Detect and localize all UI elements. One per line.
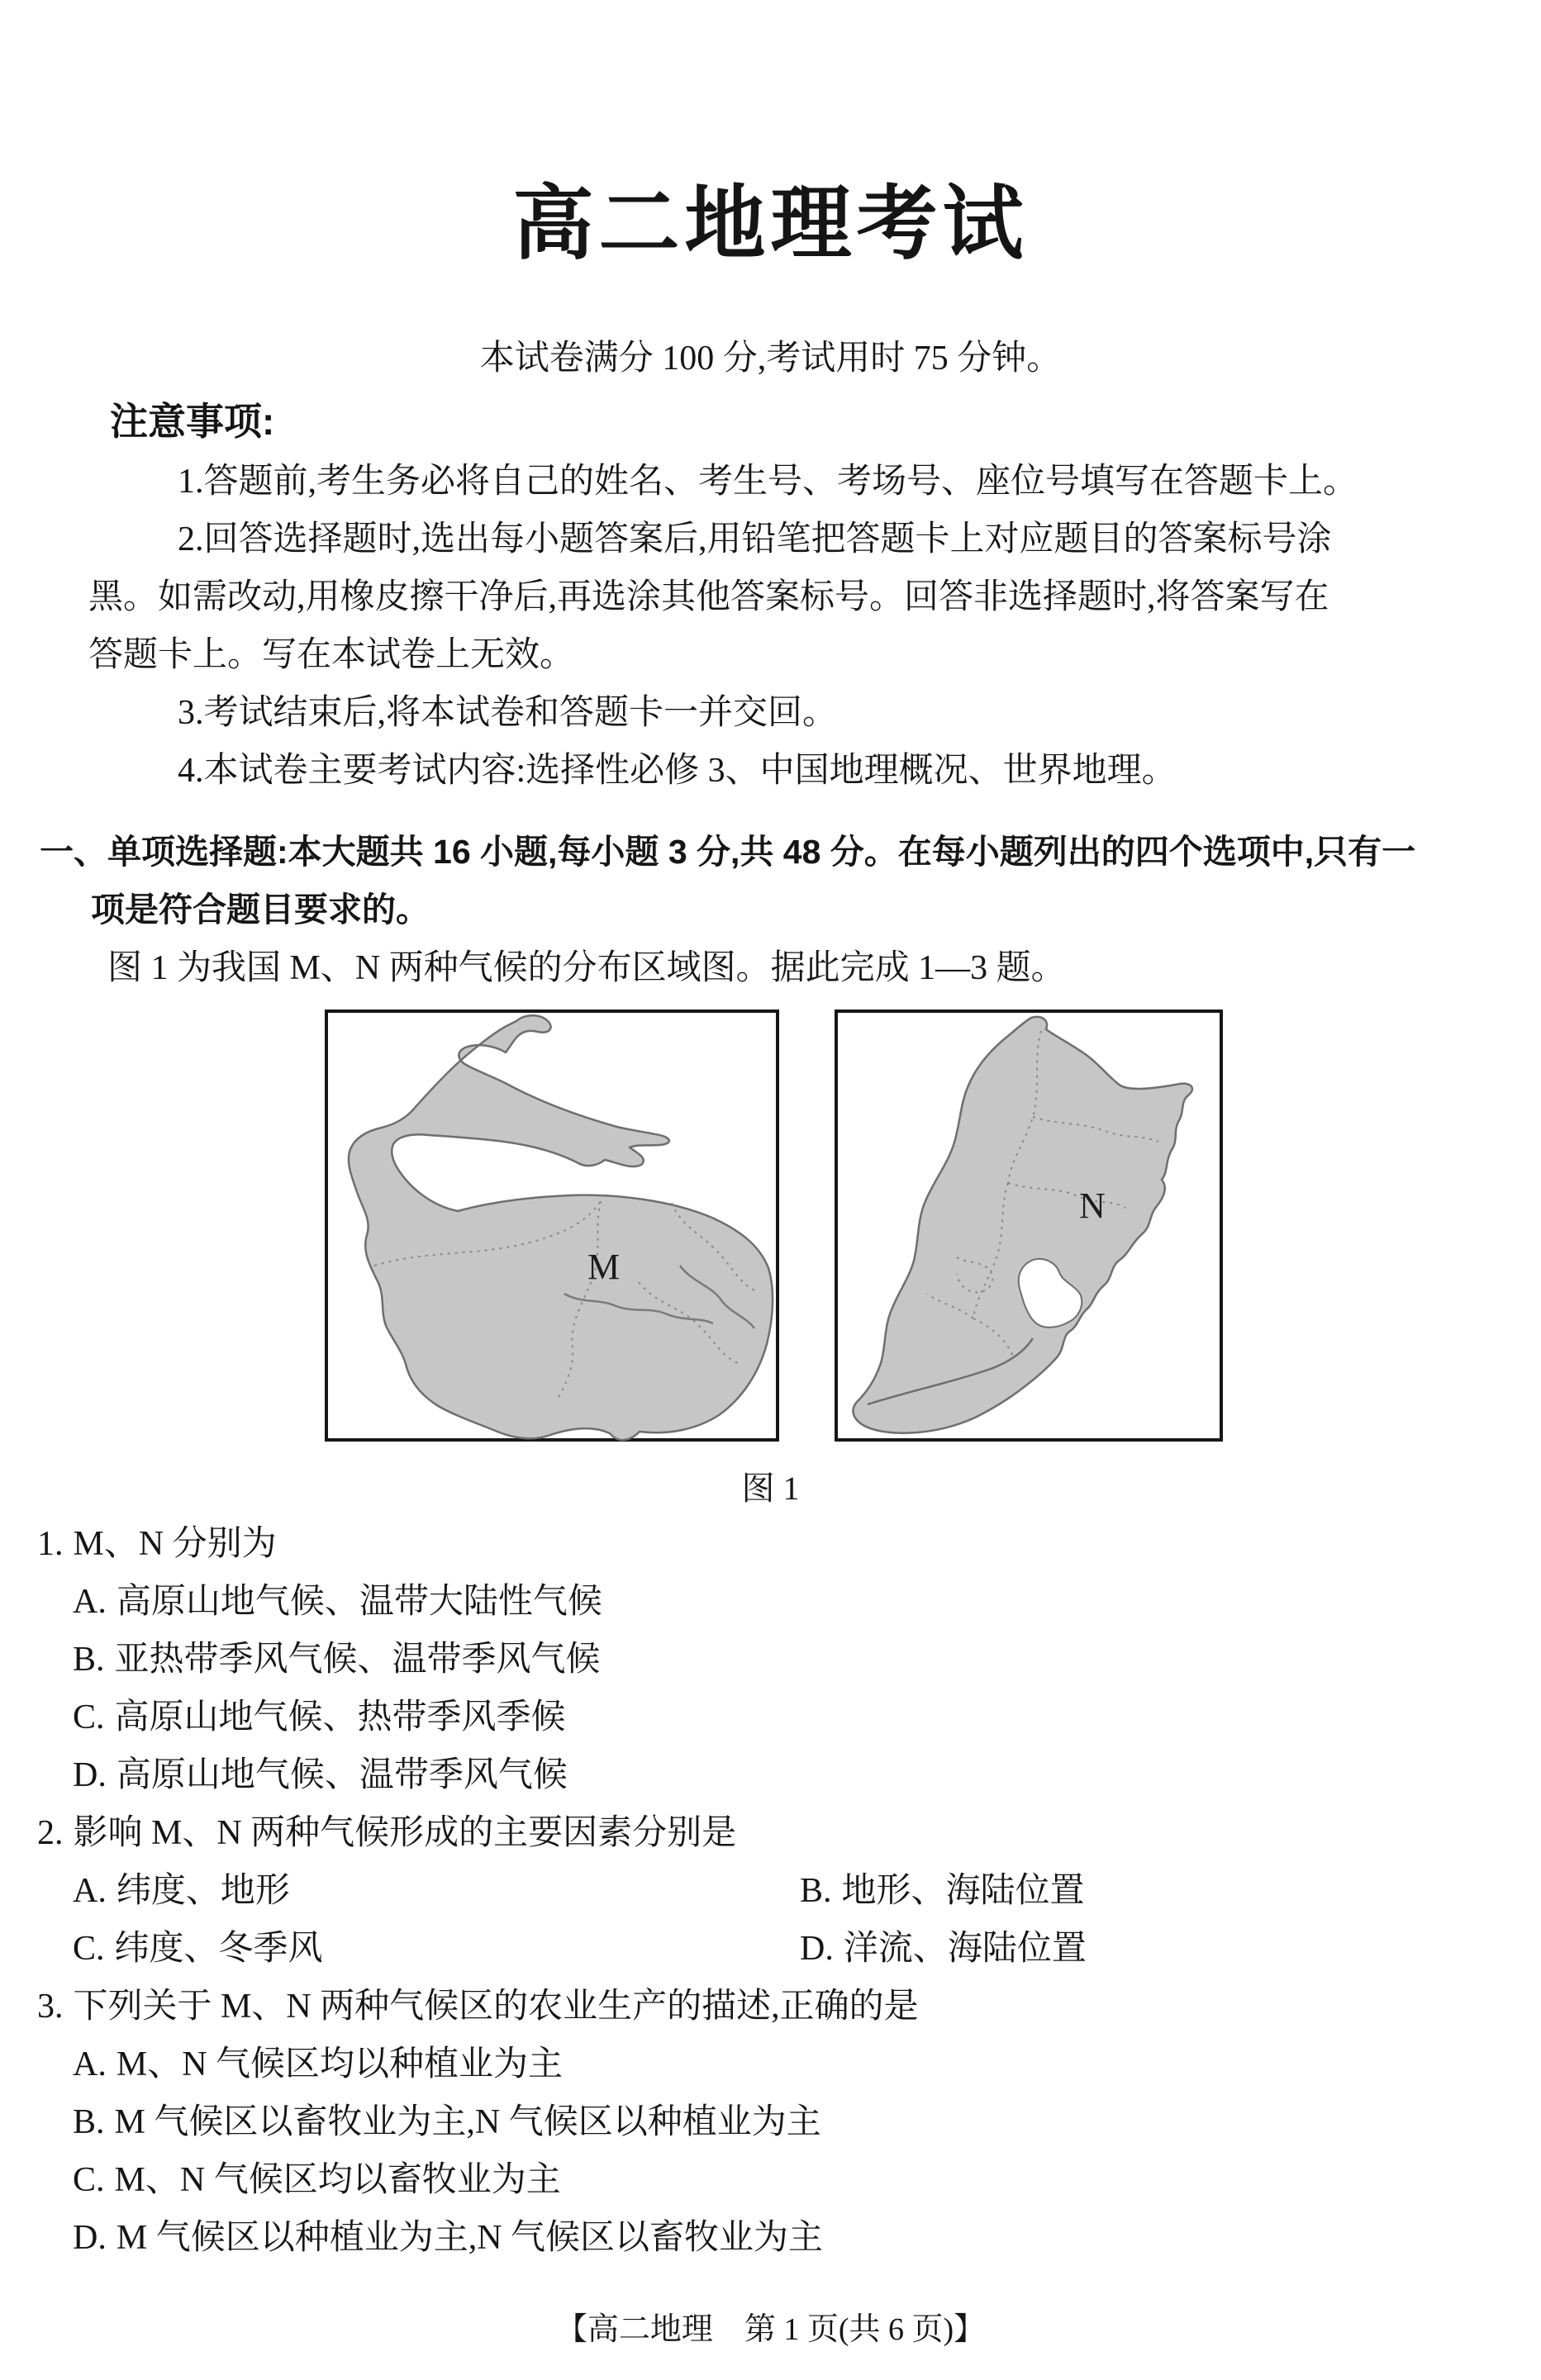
option-label: B. [800,1872,832,1910]
section-header-line2: 项是符合题目要求的。 [91,891,430,929]
question-3-option-c [73,2152,561,2202]
option-label: A. [73,2045,107,2083]
notice-line: 2.回答选择题时,选出每小题答案后,用铅笔把答题卡上对应题目的答案标号涂 [178,520,1332,558]
option-label: D. [73,1756,107,1794]
question-1-option-a [73,1574,602,1623]
question-text: 影响 M、N 两种气候形成的主要因素分别是 [73,1814,737,1852]
question-number: 2. [37,1814,64,1852]
option-label: D. [800,1930,834,1968]
option-label: C. [73,2161,105,2199]
option-text: 纬度、冬季风 [114,1930,323,1968]
option-text: M 气候区以种植业为主,N 气候区以畜牧业为主 [116,2219,824,2257]
option-text: 洋流、海陆位置 [843,1930,1087,1968]
question-2-option-c [73,1921,323,1970]
question-1-option-b [73,1632,601,1681]
northeast-china-region-map [835,1009,1223,1442]
exam-info-line: 本试卷满分 100 分,考试用时 75 分钟。 [479,340,1062,378]
option-label: A. [73,1583,107,1621]
option-text: 高原山地气候、温带大陆性气候 [116,1583,602,1621]
question-2-stem [37,1805,736,1855]
question-3-option-d [73,2210,823,2259]
option-text: 地形、海陆位置 [841,1872,1085,1910]
option-text: 纬度、地形 [116,1872,290,1910]
question-3-stem [37,1979,919,2028]
option-text: 高原山地气候、温带季风气候 [116,1756,568,1794]
notice-line: 1.答题前,考生务必将自己的姓名、考生号、考场号、座位号填写在答题卡上。 [178,463,1358,501]
question-number: 3. [37,1988,64,2026]
option-label: C. [73,1698,105,1736]
figure-caption: 图 1 [741,1470,800,1507]
page-footer: 【高二地理 第 1 页(共 6 页)】 [555,2312,986,2347]
figure-intro-line: 图 1 为我国 M、N 两种气候的分布区域图。据此完成 1—3 题。 [107,949,1066,987]
option-label: D. [73,2219,107,2257]
option-text: 高原山地气候、热带季风季候 [114,1698,566,1736]
question-2-option-a [73,1863,290,1912]
option-label: A. [73,1872,107,1910]
region-m-label: M [587,1247,621,1287]
question-1-option-c [73,1689,566,1739]
option-text: 亚热带季风气候、温带季风气候 [114,1641,601,1679]
region-n-label: N [1079,1185,1106,1226]
question-1-option-d [73,1747,568,1797]
notice-line: 3.考试结束后,将本试卷和答题卡一并交回。 [178,694,838,732]
question-2-option-b [800,1863,1085,1912]
question-number: 1. [37,1525,64,1563]
option-label: B. [73,2103,105,2141]
question-3-option-b [73,2094,821,2144]
china-tibet-region-map [325,1009,779,1442]
question-text: 下列关于 M、N 两种气候区的农业生产的描述,正确的是 [73,1988,919,2026]
notice-line: 黑。如需改动,用橡皮擦干净后,再选涂其他答案标号。回答非选择题时,将答案写在 [88,578,1329,616]
notice-line: 答题卡上。写在本试卷上无效。 [88,636,575,674]
page-title: 高二地理考试 [512,178,1029,268]
question-1-stem [37,1516,277,1565]
map-box-region-m [325,1009,779,1442]
option-label: B. [73,1641,105,1679]
figure-1 [325,1009,1223,1442]
option-label: C. [73,1930,105,1968]
option-text: M、N 气候区均以畜牧业为主 [114,2161,561,2199]
option-text: M、N 气候区均以种植业为主 [116,2045,564,2083]
question-3-option-a [73,2036,563,2086]
question-text: M、N 分别为 [73,1525,277,1563]
question-2-option-d [800,1921,1087,1970]
notice-line: 4.本试卷主要考试内容:选择性必修 3、中国地理概况、世界地理。 [178,752,1177,790]
notice-heading: 注意事项: [110,400,275,443]
option-text: M 气候区以畜牧业为主,N 气候区以种植业为主 [114,2103,821,2141]
map-box-region-n [835,1009,1223,1442]
section-header-line1: 一、单项选择题:本大题共 16 小题,每小题 3 分,共 48 分。在每小题列出的四个选项中,只有一 [40,833,1416,871]
